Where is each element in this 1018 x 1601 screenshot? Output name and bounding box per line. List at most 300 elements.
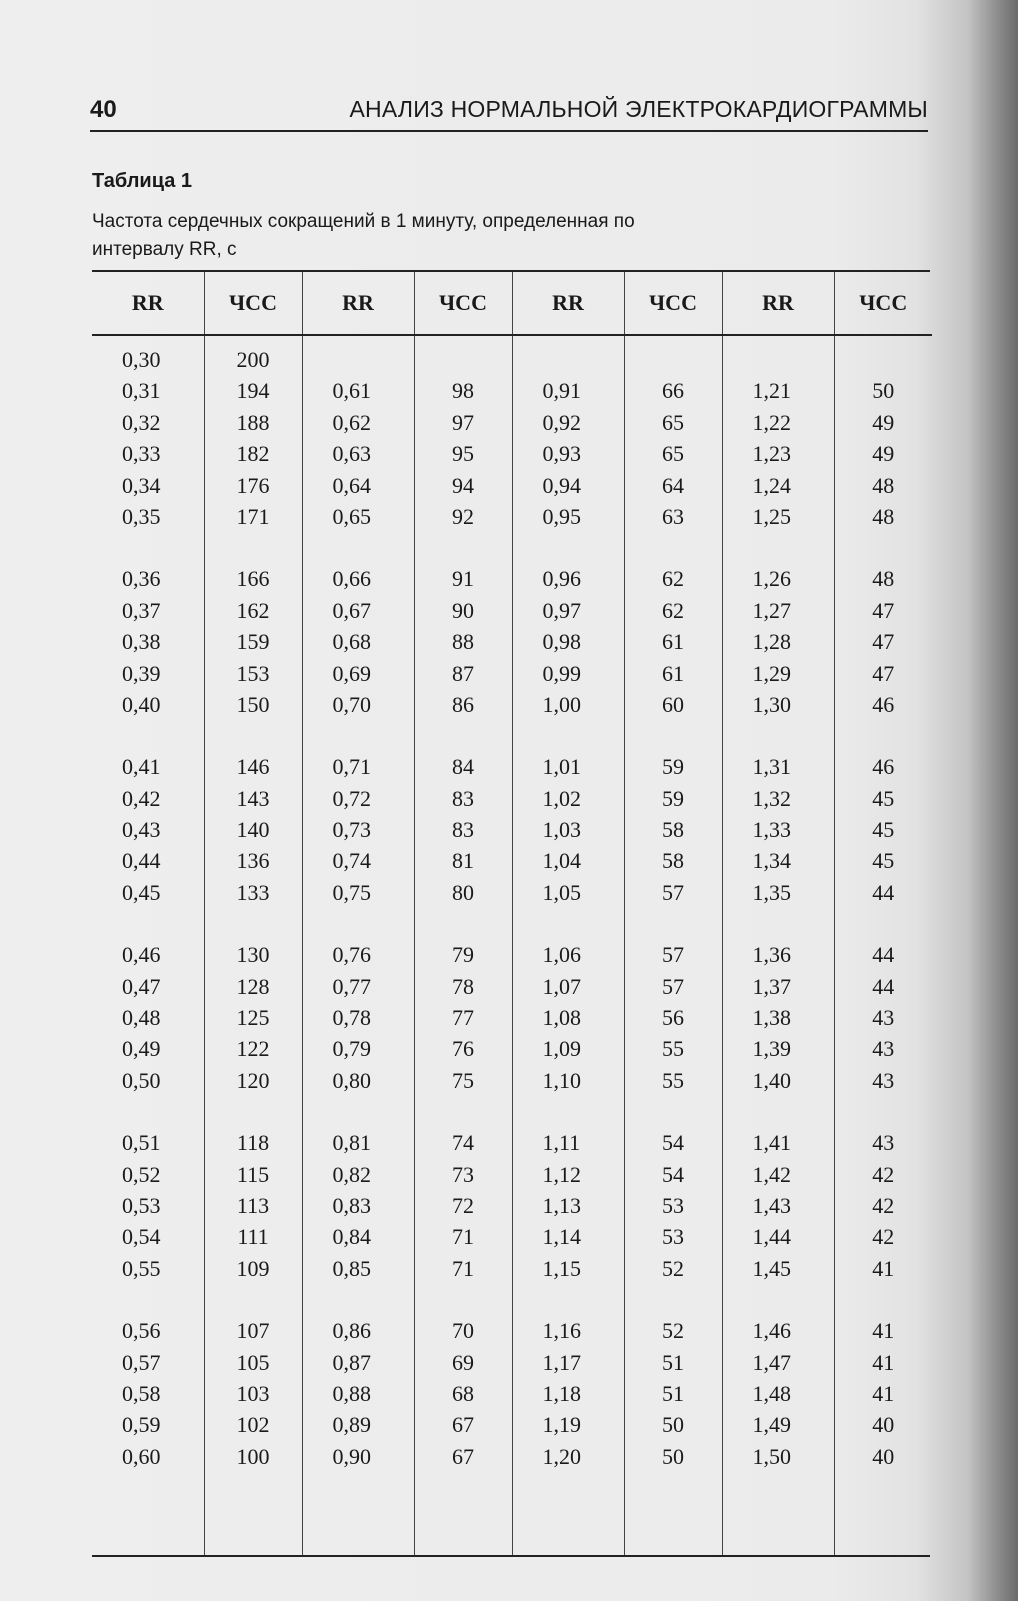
heart-rate-value: 133 <box>236 879 270 905</box>
heart-rate-value: 45 <box>872 817 895 843</box>
rr-value: 1,46 <box>752 1318 791 1344</box>
rr-value: 1,01 <box>542 754 581 780</box>
heart-rate-value: 41 <box>872 1349 895 1375</box>
rr-value: 0,69 <box>332 660 371 686</box>
rr-value: 1,22 <box>752 409 791 435</box>
column-header: RR <box>92 272 204 335</box>
heart-rate-value: 83 <box>452 785 474 811</box>
row-group <box>416 1127 511 1284</box>
heart-rate-value: 176 <box>236 472 270 498</box>
heart-rate-value: 57 <box>662 942 684 968</box>
rr-value: 1,30 <box>752 691 791 717</box>
heart-rate-value: 46 <box>872 754 895 780</box>
heart-rate-value: 46 <box>872 691 895 717</box>
rr-value <box>333 344 413 375</box>
rr-value: 1,28 <box>752 629 791 655</box>
rr-value: 1,08 <box>542 1005 581 1031</box>
heart-rate-value: 73 <box>452 1161 474 1187</box>
table-body-row <box>92 335 932 1555</box>
row-group <box>753 939 833 1096</box>
heart-rate-value: 58 <box>662 817 684 843</box>
rr-value: 0,61 <box>332 378 371 404</box>
rr-value: 0,53 <box>122 1192 161 1218</box>
row-group <box>543 751 623 908</box>
heart-rate-value: 153 <box>236 660 270 686</box>
heart-rate-value: 102 <box>236 1412 270 1438</box>
heart-rate-value: 47 <box>872 660 895 686</box>
rr-value: 0,71 <box>332 754 371 780</box>
rr-value: 0,90 <box>332 1443 371 1469</box>
row-group <box>416 1315 511 1472</box>
heart-rate-value: 76 <box>452 1036 474 1062</box>
rr-value: 1,29 <box>752 660 791 686</box>
rr-value: 0,65 <box>332 503 371 529</box>
column-header: RR <box>722 272 834 335</box>
heart-rate-value: 80 <box>452 879 474 905</box>
rr-value: 0,88 <box>332 1380 371 1406</box>
rr-value: 1,26 <box>752 566 791 592</box>
rr-value: 0,44 <box>122 848 161 874</box>
row-group <box>122 563 203 720</box>
heart-rate-value: 143 <box>236 785 270 811</box>
heart-rate-value: 136 <box>236 848 270 874</box>
rr-value: 0,43 <box>122 817 161 843</box>
rr-value: 1,41 <box>752 1130 791 1156</box>
row-group <box>206 1127 301 1284</box>
rr-value: 1,15 <box>542 1255 581 1281</box>
heart-rate-value: 44 <box>872 973 895 999</box>
rr-value: 0,55 <box>122 1255 161 1281</box>
rr-value <box>543 344 623 375</box>
heart-rate-value: 78 <box>452 973 474 999</box>
rr-value: 1,07 <box>542 973 581 999</box>
rr-value: 1,43 <box>752 1192 791 1218</box>
rr-value: 1,42 <box>752 1161 791 1187</box>
heart-rate-value: 41 <box>872 1318 895 1344</box>
heart-rate-value: 52 <box>662 1255 684 1281</box>
heart-rate-value: 166 <box>236 566 270 592</box>
heart-rate-value: 43 <box>872 1005 895 1031</box>
row-group <box>333 751 413 908</box>
row-group <box>333 1127 413 1284</box>
rr-value: 1,23 <box>752 441 791 467</box>
rr-value: 1,48 <box>752 1380 791 1406</box>
heart-rate-value: 52 <box>662 1318 684 1344</box>
row-group <box>206 939 301 1096</box>
heart-rate-value: 140 <box>236 817 270 843</box>
row-group <box>626 751 721 908</box>
heart-rate-value: 105 <box>236 1349 270 1375</box>
row-group <box>122 344 203 532</box>
heart-rate-value: 120 <box>236 1067 270 1093</box>
row-group <box>626 344 721 532</box>
rr-value: 1,27 <box>752 597 791 623</box>
row-group <box>836 563 932 720</box>
rr-value: 1,13 <box>542 1192 581 1218</box>
heart-rate-column <box>624 335 722 1555</box>
rr-value: 0,60 <box>122 1443 161 1469</box>
heart-rate-column <box>834 335 932 1555</box>
row-group <box>753 563 833 720</box>
heart-rate-value: 77 <box>452 1005 474 1031</box>
heart-rate-value: 50 <box>662 1443 684 1469</box>
rr-value: 1,40 <box>752 1067 791 1093</box>
heart-rate-value: 111 <box>237 1224 269 1250</box>
column-header: ЧСС <box>414 272 512 335</box>
heart-rate-value: 51 <box>662 1380 684 1406</box>
heart-rate-value: 68 <box>452 1380 474 1406</box>
heart-rate-value: 42 <box>872 1192 895 1218</box>
rr-value: 1,35 <box>752 879 791 905</box>
row-group <box>753 1315 833 1472</box>
heart-rate-value: 115 <box>236 1161 270 1187</box>
heart-rate-value: 81 <box>452 848 474 874</box>
heart-rate-value: 62 <box>662 566 684 592</box>
rr-value: 0,83 <box>332 1192 371 1218</box>
heart-rate-value: 50 <box>872 378 895 404</box>
heart-rate-value: 47 <box>872 629 895 655</box>
heart-rate-value: 103 <box>236 1380 270 1406</box>
heart-rate-value: 92 <box>452 503 474 529</box>
row-group <box>543 939 623 1096</box>
row-group <box>416 563 511 720</box>
rr-value: 0,67 <box>332 597 371 623</box>
heart-rate-value: 79 <box>452 942 474 968</box>
heart-rate-value: 41 <box>872 1380 895 1406</box>
row-group <box>543 344 623 532</box>
heart-rate-value: 64 <box>662 472 684 498</box>
rr-value: 1,17 <box>542 1349 581 1375</box>
heart-rate-value: 53 <box>662 1224 684 1250</box>
rr-value: 0,94 <box>542 472 581 498</box>
heart-rate-value: 146 <box>236 754 270 780</box>
rr-value: 0,31 <box>122 378 161 404</box>
heart-rate-value: 86 <box>452 691 474 717</box>
heart-rate-value: 54 <box>662 1130 684 1156</box>
row-group <box>333 1315 413 1472</box>
rr-value <box>753 344 833 375</box>
rr-value: 0,74 <box>332 848 371 874</box>
row-group <box>753 1127 833 1284</box>
row-group <box>122 939 203 1096</box>
table-header-row <box>92 272 932 335</box>
heart-rate-value: 60 <box>662 691 684 717</box>
rr-value: 0,39 <box>122 660 161 686</box>
page-header <box>90 96 928 132</box>
rr-value: 0,93 <box>542 441 581 467</box>
heart-rate-value: 88 <box>452 629 474 655</box>
rr-value: 0,48 <box>122 1005 161 1031</box>
heart-rate-value: 162 <box>236 597 270 623</box>
heart-rate-value: 45 <box>872 785 895 811</box>
row-group <box>626 563 721 720</box>
rr-value: 1,25 <box>752 503 791 529</box>
heart-rate-value: 125 <box>236 1005 270 1031</box>
rr-value: 0,81 <box>332 1130 371 1156</box>
row-group <box>836 344 932 532</box>
rr-value: 0,80 <box>332 1067 371 1093</box>
rr-column <box>302 335 414 1555</box>
rr-value: 1,50 <box>752 1443 791 1469</box>
rr-value: 0,54 <box>122 1224 161 1250</box>
rr-value: 0,92 <box>542 409 581 435</box>
rr-value: 0,84 <box>332 1224 371 1250</box>
rr-value: 1,14 <box>542 1224 581 1250</box>
rr-value: 0,59 <box>122 1412 161 1438</box>
heart-rate-value: 83 <box>452 817 474 843</box>
rr-value: 0,82 <box>332 1161 371 1187</box>
heart-rate-value: 59 <box>662 754 684 780</box>
rr-value: 1,32 <box>752 785 791 811</box>
rr-value: 1,24 <box>752 472 791 498</box>
heart-rate-value: 41 <box>872 1255 895 1281</box>
rr-value: 0,33 <box>122 441 161 467</box>
rr-value: 0,76 <box>332 942 371 968</box>
table-caption-text: Частота сердечных сокращений в 1 минуту, определенная по интервалу RR, с <box>92 211 635 260</box>
heart-rate-value: 44 <box>872 942 895 968</box>
heart-rate-value: 55 <box>662 1067 684 1093</box>
rr-value: 0,86 <box>332 1318 371 1344</box>
rr-value: 0,70 <box>332 691 371 717</box>
rr-value: 0,30 <box>122 347 161 372</box>
heart-rate-value: 84 <box>452 754 474 780</box>
rr-value: 0,42 <box>122 785 161 811</box>
rr-value: 1,12 <box>542 1161 581 1187</box>
row-group <box>122 1315 203 1472</box>
row-group <box>333 344 413 532</box>
heart-rate-value: 182 <box>236 441 270 467</box>
rr-value: 0,64 <box>332 472 371 498</box>
rr-value: 0,68 <box>332 629 371 655</box>
rr-value: 1,18 <box>542 1380 581 1406</box>
heart-rate-value: 58 <box>662 848 684 874</box>
heart-rate-value: 48 <box>872 503 895 529</box>
column-header: ЧСС <box>624 272 722 335</box>
rr-value: 1,03 <box>542 817 581 843</box>
rr-value: 0,37 <box>122 597 161 623</box>
heart-rate-value: 66 <box>662 378 684 404</box>
row-group <box>836 939 932 1096</box>
heart-rate-value: 75 <box>452 1067 474 1093</box>
rr-value: 1,38 <box>752 1005 791 1031</box>
rr-value: 0,96 <box>542 566 581 592</box>
rr-value: 0,99 <box>542 660 581 686</box>
row-group <box>416 751 511 908</box>
rr-value: 1,39 <box>752 1036 791 1062</box>
row-group <box>836 751 932 908</box>
running-title: АНАЛИЗ НОРМАЛЬНОЙ ЭЛЕКТРОКАРДИОГРАММЫ <box>349 96 928 122</box>
row-group <box>753 344 833 532</box>
heart-rate-value: 100 <box>236 1443 270 1469</box>
heart-rate-value <box>626 344 721 375</box>
column-header: RR <box>512 272 624 335</box>
rr-value: 0,32 <box>122 409 161 435</box>
heart-rate-value: 42 <box>872 1224 895 1250</box>
heart-rate-value <box>836 344 932 375</box>
rr-value: 1,05 <box>542 879 581 905</box>
heart-rate-value: 91 <box>452 566 474 592</box>
heart-rate-value: 72 <box>452 1192 474 1218</box>
heart-rate-value: 40 <box>872 1443 895 1469</box>
rr-value: 0,79 <box>332 1036 371 1062</box>
rr-value: 1,04 <box>542 848 581 874</box>
rr-value: 0,97 <box>542 597 581 623</box>
row-group <box>416 939 511 1096</box>
heart-rate-value: 109 <box>236 1255 270 1281</box>
rr-value: 0,56 <box>122 1318 161 1344</box>
heart-rate-value: 42 <box>872 1161 895 1187</box>
row-group <box>626 1315 721 1472</box>
row-group <box>416 344 511 532</box>
rr-value: 1,34 <box>752 848 791 874</box>
heart-rate-value: 49 <box>872 441 895 467</box>
rr-value: 1,31 <box>752 754 791 780</box>
rr-value: 1,16 <box>542 1318 581 1344</box>
heart-rate-value: 57 <box>662 879 684 905</box>
heart-rate-value: 113 <box>236 1192 270 1218</box>
rr-value: 0,85 <box>332 1255 371 1281</box>
rr-value: 0,50 <box>122 1067 161 1093</box>
heart-rate-value: 188 <box>236 409 270 435</box>
heart-rate-value: 90 <box>452 597 474 623</box>
rr-value: 0,75 <box>332 879 371 905</box>
heart-rate-value: 94 <box>452 472 474 498</box>
rr-value: 0,51 <box>122 1130 161 1156</box>
heart-rate-value: 122 <box>236 1036 270 1062</box>
heart-rate-value: 40 <box>872 1412 895 1438</box>
rr-value: 0,38 <box>122 629 161 655</box>
heart-rate-value: 51 <box>662 1349 684 1375</box>
heart-rate-value: 62 <box>662 597 684 623</box>
heart-rate-value: 118 <box>236 1130 270 1156</box>
heart-rate-value: 67 <box>452 1443 474 1469</box>
row-group <box>206 1315 301 1472</box>
heart-rate-value: 71 <box>452 1224 474 1250</box>
row-group <box>122 751 203 908</box>
heart-rate-value: 48 <box>872 566 895 592</box>
heart-rate-value: 97 <box>452 409 474 435</box>
row-group <box>206 563 301 720</box>
row-group <box>753 751 833 908</box>
rr-value: 0,89 <box>332 1412 371 1438</box>
heart-rate-value: 159 <box>236 629 270 655</box>
column-header: ЧСС <box>834 272 932 335</box>
heart-rate-value: 65 <box>662 441 684 467</box>
rr-heart-rate-table <box>92 272 932 1555</box>
rr-value: 1,45 <box>752 1255 791 1281</box>
rr-column <box>92 335 204 1555</box>
page-number: 40 <box>90 96 117 123</box>
heart-rate-value: 150 <box>236 691 270 717</box>
row-group <box>333 939 413 1096</box>
rr-value: 1,20 <box>542 1443 581 1469</box>
rr-value: 0,35 <box>122 503 161 529</box>
rr-value: 1,49 <box>752 1412 791 1438</box>
heart-rate-value: 54 <box>662 1161 684 1187</box>
heart-rate-value: 45 <box>872 848 895 874</box>
row-group <box>836 1315 932 1472</box>
rr-value: 0,78 <box>332 1005 371 1031</box>
heart-rate-value: 130 <box>236 942 270 968</box>
heart-rate-value: 53 <box>662 1192 684 1218</box>
rr-value: 1,06 <box>542 942 581 968</box>
heart-rate-value: 87 <box>452 660 474 686</box>
row-group <box>543 563 623 720</box>
heart-rate-value: 98 <box>452 378 474 404</box>
heart-rate-value: 50 <box>662 1412 684 1438</box>
row-group <box>333 563 413 720</box>
heart-rate-value: 59 <box>662 785 684 811</box>
rr-value: 0,46 <box>122 942 161 968</box>
rr-value: 1,47 <box>752 1349 791 1375</box>
rr-value: 0,47 <box>122 973 161 999</box>
rr-value: 1,11 <box>542 1130 581 1156</box>
rr-column <box>722 335 834 1555</box>
column-header: RR <box>302 272 414 335</box>
row-group <box>206 344 301 532</box>
heart-rate-value: 71 <box>452 1255 474 1281</box>
rr-value: 0,45 <box>122 879 161 905</box>
rr-value: 0,40 <box>122 691 161 717</box>
rr-value: 0,98 <box>542 629 581 655</box>
rr-value: 0,66 <box>332 566 371 592</box>
rr-value: 1,33 <box>752 817 791 843</box>
row-group <box>122 1127 203 1284</box>
heart-rate-value: 65 <box>662 409 684 435</box>
heart-rate-value: 200 <box>236 347 270 372</box>
rr-value: 1,37 <box>752 973 791 999</box>
heart-rate-value: 67 <box>452 1412 474 1438</box>
row-group <box>206 751 301 908</box>
rr-value: 1,44 <box>752 1224 791 1250</box>
row-group <box>543 1315 623 1472</box>
rr-value: 1,09 <box>542 1036 581 1062</box>
rr-value: 0,62 <box>332 409 371 435</box>
heart-rate-value: 63 <box>662 503 684 529</box>
rr-value: 0,77 <box>332 973 371 999</box>
row-group <box>626 1127 721 1284</box>
rr-value: 1,00 <box>542 691 581 717</box>
heart-rate-value: 44 <box>872 879 895 905</box>
heart-rate-value: 48 <box>872 472 895 498</box>
heart-rate-value: 56 <box>662 1005 684 1031</box>
rr-value: 0,72 <box>332 785 371 811</box>
rr-value: 0,34 <box>122 472 161 498</box>
rr-value: 1,21 <box>752 378 791 404</box>
rr-column <box>512 335 624 1555</box>
rr-value: 1,02 <box>542 785 581 811</box>
heart-rate-value: 47 <box>872 597 895 623</box>
rr-value: 0,52 <box>122 1161 161 1187</box>
heart-rate-table <box>92 270 930 1557</box>
rr-value: 1,36 <box>752 942 791 968</box>
heart-rate-value: 107 <box>236 1318 270 1344</box>
rr-value: 0,57 <box>122 1349 161 1375</box>
heart-rate-value: 57 <box>662 973 684 999</box>
rr-value: 0,49 <box>122 1036 161 1062</box>
heart-rate-value: 95 <box>452 441 474 467</box>
heart-rate-value: 194 <box>236 378 270 404</box>
rr-value: 0,91 <box>542 378 581 404</box>
rr-value: 0,95 <box>542 503 581 529</box>
heart-rate-value: 70 <box>452 1318 474 1344</box>
heart-rate-value: 61 <box>662 629 684 655</box>
heart-rate-value: 49 <box>872 409 895 435</box>
heart-rate-value: 43 <box>872 1067 895 1093</box>
row-group <box>836 1127 932 1284</box>
row-group <box>543 1127 623 1284</box>
column-header: ЧСС <box>204 272 302 335</box>
